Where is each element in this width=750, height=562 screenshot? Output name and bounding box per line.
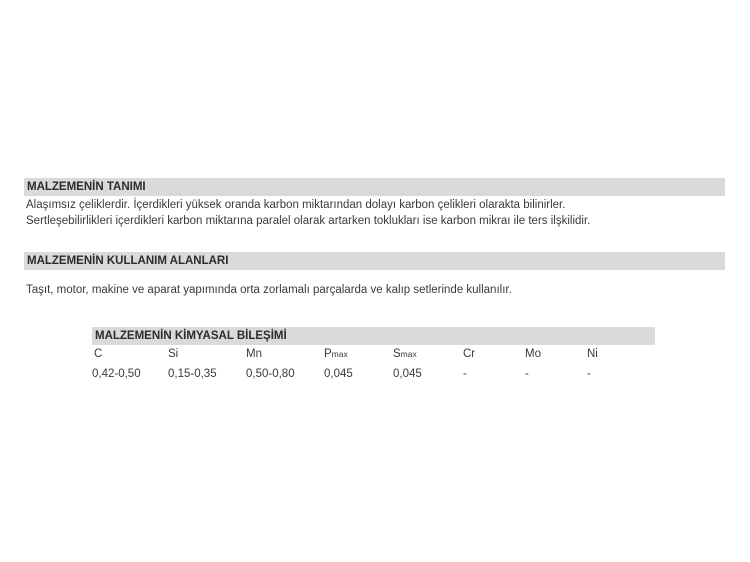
- definition-text-line2: Sertleşebilirlikleri içerdikleri karbon miktarına paralel olarak artarken toklukları ise karbon mikraı ile ters ilşkilidir.: [26, 215, 591, 227]
- element-header-p: Pmax: [324, 348, 348, 360]
- element-header-p-sub: max: [331, 349, 348, 359]
- usage-text: Taşıt, motor, makine ve aparat yapımında orta zorlamalı parçalarda ve kalıp setlerinde kullanılır.: [26, 284, 512, 296]
- value-mo: -: [525, 368, 529, 380]
- usage-title: MALZEMENİN KULLANIM ALANLARI: [27, 255, 229, 267]
- value-mn: 0,50-0,80: [246, 368, 295, 380]
- element-header-mn: Mn: [246, 348, 262, 360]
- chemical-title: MALZEMENİN KİMYASAL BİLEŞİMİ: [95, 330, 287, 342]
- definition-header: [24, 178, 725, 196]
- value-s: 0,045: [393, 368, 422, 380]
- value-c: 0,42-0,50: [92, 368, 141, 380]
- element-header-ni: Ni: [587, 348, 598, 360]
- element-header-c: C: [94, 348, 103, 360]
- element-header-cr: Cr: [463, 348, 476, 360]
- value-ni: -: [587, 368, 591, 380]
- element-header-mo: Mo: [525, 348, 541, 360]
- value-si: 0,15-0,35: [168, 368, 217, 380]
- chemical-header: [92, 327, 655, 345]
- element-header-s-sub: max: [400, 349, 417, 359]
- element-header-s: Smax: [393, 348, 417, 360]
- value-p: 0,045: [324, 368, 353, 380]
- value-cr: -: [463, 368, 467, 380]
- definition-title: MALZEMENİN TANIMI: [27, 181, 146, 193]
- definition-text-line1: Alaşımsız çeliklerdir. İçerdikleri yüksek oranda karbon miktarından dolayı karbon çelikleri olarakta bilinirler.: [26, 199, 566, 211]
- usage-header: [24, 252, 725, 270]
- element-header-si: Si: [168, 348, 179, 360]
